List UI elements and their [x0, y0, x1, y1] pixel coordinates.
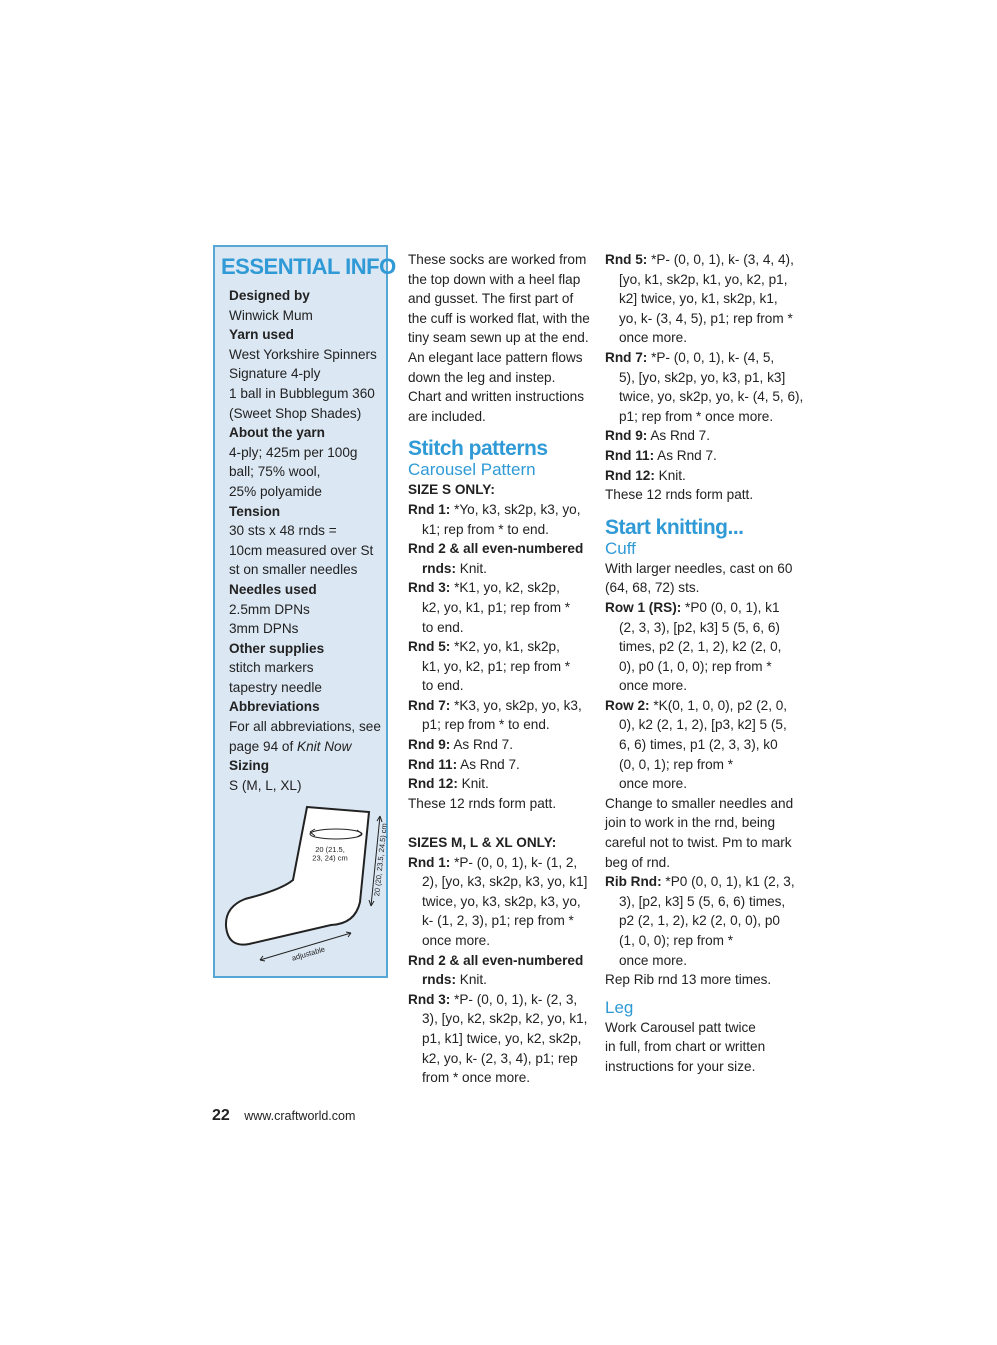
tension-label: Tension [229, 503, 281, 519]
pattern-line: p2 (2, 1, 2), k2 (2, 0, 0), p0 [619, 913, 780, 929]
pattern-line: once more. [619, 776, 688, 792]
abbreviations-page-ref: page 94 of [229, 738, 298, 754]
pattern-line: [yo, k1, sk2p, k1, yo, k2, p1, [619, 271, 788, 287]
pattern-line: (1, 0, 0); rep from * [619, 933, 734, 948]
carousel-pattern-heading: Carousel Pattern [408, 460, 536, 480]
round-text: Knit. [654, 467, 686, 483]
circumference-label-line: 20 (21.5, [315, 845, 345, 854]
leg-line: instructions for your size. [605, 1058, 756, 1074]
about-yarn-line: 25% polyamide [229, 483, 322, 499]
pattern-line [605, 466, 810, 486]
pattern-line: from * once more. [422, 1070, 531, 1086]
round-label: Rnd 2 & all even-numbered [408, 952, 584, 968]
pattern-line: k2, yo, k- (2, 3, 4), p1; rep [422, 1050, 578, 1066]
leg-line: in full, from chart or written [605, 1039, 766, 1055]
row-label: Row 2: [605, 697, 650, 713]
intro-line: Chart and written instructions [408, 389, 585, 405]
essential-info-body [229, 286, 389, 795]
yarn-used-label: Yarn used [229, 327, 294, 343]
essential-info-title: ESSENTIAL INFO [221, 254, 396, 279]
page-number: 22 [212, 1107, 230, 1124]
about-yarn-line: ball; 75% wool, [229, 464, 321, 480]
instruction-line: Change to smaller needles and [605, 795, 794, 811]
pattern-line [408, 774, 598, 794]
round-text: *K3, yo, sk2p, yo, k3, [450, 697, 582, 713]
pattern-line: p1; rep from * to end. [422, 717, 550, 733]
round-label: Rib Rnd: [605, 874, 662, 890]
other-supplies-line: stitch markers [229, 660, 314, 676]
intro-line: the top down with a heel flap [408, 271, 581, 287]
round-text: *K2, yo, k1, sk2p, [450, 639, 560, 655]
round-label: Rnd 12: [605, 467, 655, 483]
round-text: *P- (0, 0, 1), k- (1, 2, [450, 854, 578, 870]
round-text: Knit. [455, 972, 487, 988]
designed-by-label: Designed by [229, 288, 310, 303]
pattern-line: to end. [422, 678, 464, 694]
pattern-line [408, 853, 598, 873]
cuff-intro-line: With larger needles, cast on 60 [605, 560, 793, 576]
pattern-line: once more. [619, 952, 688, 968]
pattern-line: p1, k1] twice, yo, k2, sk2p, [422, 1030, 582, 1046]
instruction-line: careful not to twist. Pm to mark [605, 835, 792, 851]
pattern-line: 3), [yo, k2, sk2p, k2, yo, k1, [422, 1011, 588, 1027]
stitch-patterns-heading: Stitch patterns [408, 437, 548, 461]
needles-line: 3mm DPNs [229, 621, 299, 637]
tension-line: st on smaller needles [229, 562, 358, 578]
intro-line: An elegant lace pattern flows [408, 349, 583, 365]
round-text: Knit. [455, 560, 487, 576]
sizing-value: S (M, L, XL) [229, 777, 302, 793]
pattern-line: 0), p0 (1, 0, 0); rep from * [619, 658, 772, 674]
abbreviations-line [229, 737, 389, 757]
round-label: Rnd 11: [408, 756, 458, 772]
about-yarn-line: 4-ply; 425m per 100g [229, 444, 358, 460]
yarn-line: Signature 4-ply [229, 366, 321, 382]
round-text: As Rnd 7. [450, 737, 514, 753]
size-s-heading: SIZE S ONLY: [408, 482, 495, 498]
round-text: *Yo, k3, sk2p, k3, yo, [450, 501, 581, 517]
round-text: As Rnd 7. [647, 428, 711, 444]
column-1 [408, 250, 598, 1088]
round-label: Rnd 3: [408, 991, 451, 1007]
abbreviations-line: For all abbreviations, see [229, 719, 381, 735]
pattern-summary: These 12 rnds form patt. [408, 795, 557, 811]
instruction-line: beg of rnd. [605, 854, 670, 870]
tension-line: 30 sts x 48 rnds = [229, 523, 337, 539]
round-label: Rnd 7: [408, 697, 451, 713]
circumference-label-line: 23, 24) cm [312, 853, 348, 863]
other-supplies-label: Other supplies [229, 640, 325, 656]
round-label: Rnd 1: [408, 854, 451, 870]
pattern-line: 6, 6) times, p1 (2, 3, 3), k0 [619, 737, 778, 753]
needles-label: Needles used [229, 581, 317, 597]
row-text: *K(0, 1, 0, 0), p2 (2, 0, [649, 697, 788, 713]
pattern-line: to end. [422, 619, 464, 635]
page-footer [212, 1107, 355, 1125]
about-yarn-label: About the yarn [229, 425, 325, 441]
round-text: *P- (0, 0, 1), k- (3, 4, 4), [647, 252, 794, 267]
pattern-line: k2, yo, k1, p1; rep from * [422, 599, 571, 615]
intro-line: are included. [408, 408, 486, 424]
pattern-line [408, 990, 598, 1010]
sizes-mlxl-heading: SIZES M, L & XL ONLY: [408, 835, 557, 851]
pattern-line: times, p2 (2, 1, 2), k2 (2, 0, [619, 639, 782, 655]
pattern-line [408, 696, 598, 716]
sock-outline [226, 807, 369, 945]
pattern-line: p1; rep from * once more. [619, 408, 774, 424]
pattern-line: once more. [422, 933, 491, 948]
leg-length-label: 20 (20, 23.5, 24.5) cm [372, 822, 389, 897]
abbreviations-label: Abbreviations [229, 699, 320, 715]
pattern-line [408, 559, 598, 579]
pattern-line: (0, 0, 1); rep from * [619, 756, 734, 772]
pattern-line [605, 598, 810, 618]
pattern-line [605, 872, 810, 892]
tension-line: 10cm measured over St [229, 542, 374, 558]
website-url: www.craftworld.com [244, 1109, 356, 1123]
needles-line: 2.5mm DPNs [229, 601, 310, 617]
pattern-line: once more. [619, 678, 688, 694]
pattern-line: twice, yo, sk2p, yo, k- (4, 5, 6), [619, 389, 804, 405]
pattern-line: 3), [p2, k3] 5 (5, 6, 6) times, [619, 893, 786, 909]
round-text: *P- (0, 0, 1), k- (2, 3, [450, 991, 578, 1007]
start-knitting-heading: Start knitting... [605, 515, 744, 539]
intro-line: down the leg and instep. [408, 369, 556, 385]
pattern-summary: These 12 rnds form patt. [605, 487, 754, 503]
round-label: Rnd 5: [408, 639, 451, 655]
leg-heading: Leg [605, 997, 634, 1017]
round-text: *P0 (0, 0, 1), k1 (2, 3, [661, 874, 795, 890]
yarn-line: West Yorkshire Spinners [229, 346, 377, 362]
round-text: As Rnd 7. [457, 756, 520, 772]
round-label: Rnd 12: [408, 776, 458, 792]
pattern-line: k1; rep from * to end. [422, 521, 549, 537]
round-label: Rnd 11: [605, 447, 655, 463]
instruction-line: join to work in the rnd, being [605, 815, 776, 831]
cuff-heading: Cuff [605, 538, 636, 558]
round-label: Rnd 5: [605, 252, 648, 267]
row-label: Row 1 (RS): [605, 599, 682, 615]
intro-line: and gusset. The first part of [408, 291, 574, 307]
intro-line: the cuff is worked flat, with the [408, 310, 590, 326]
essential-info-box [213, 245, 396, 978]
pattern-line: k1, yo, k2, p1; rep from * [422, 658, 571, 674]
round-text: *K1, yo, k2, sk2p, [450, 580, 560, 596]
row-text: *P0 (0, 0, 1), k1 [681, 599, 780, 615]
other-supplies-line: tapestry needle [229, 679, 322, 695]
pattern-line [605, 426, 810, 446]
instruction-line: Rep Rib rnd 13 more times. [605, 972, 772, 988]
round-label: Rnd 9: [605, 428, 648, 444]
pattern-line [408, 578, 598, 598]
sock-diagram [221, 802, 389, 967]
round-label: Rnd 3: [408, 580, 451, 596]
pattern-line: k2] twice, yo, k1, sk2p, k1, [619, 291, 778, 307]
pattern-line: (2, 3, 3), [p2, k3] 5 (5, 6, 6) [619, 619, 780, 635]
pattern-line [408, 970, 598, 990]
round-label: Rnd 9: [408, 737, 451, 753]
round-label: rnds: [422, 972, 456, 988]
pattern-line [605, 446, 810, 466]
leg-line: Work Carousel patt twice [605, 1019, 756, 1035]
round-label: Rnd 1: [408, 501, 451, 517]
pattern-line [408, 755, 598, 775]
round-label: rnds: [422, 560, 456, 576]
round-label: Rnd 2 & all even-numbered [408, 541, 584, 557]
pattern-line [408, 500, 598, 520]
pattern-line: 0), k2 (2, 1, 2), [p3, k2] 5 (5, [619, 717, 787, 733]
circumference-label [312, 845, 347, 863]
intro-line: tiny seam sewn up at the end. [408, 330, 589, 346]
sizing-label: Sizing [229, 758, 270, 774]
yarn-line: (Sweet Shop Shades) [229, 405, 362, 421]
pattern-line: twice, yo, k3, sk2p, k3, yo, [422, 893, 581, 909]
foot-length-label: adjustable [290, 944, 326, 963]
pattern-line [605, 696, 810, 716]
pattern-line: 2), [yo, k3, sk2p, k3, yo, k1] [422, 874, 588, 890]
round-label: Rnd 7: [605, 349, 648, 365]
round-text: Knit. [457, 776, 489, 792]
designed-by-value: Winwick Mum [229, 307, 313, 323]
pattern-line [605, 348, 810, 368]
spacer [408, 813, 598, 833]
round-text: As Rnd 7. [654, 447, 717, 463]
pattern-line: 5), [yo, sk2p, yo, k3, p1, k3] [619, 369, 786, 385]
intro-line: These socks are worked from [408, 252, 587, 267]
pattern-line [408, 637, 598, 657]
round-text: *P- (0, 0, 1), k- (4, 5, [647, 349, 775, 365]
cuff-intro-line: (64, 68, 72) sts. [605, 580, 700, 596]
pattern-line [408, 735, 598, 755]
pattern-line: yo, k- (3, 4, 5), p1; rep from * [619, 310, 793, 326]
yarn-line: 1 ball in Bubblegum 360 [229, 385, 375, 401]
pattern-line: once more. [619, 330, 688, 346]
pattern-line: k- (1, 2, 3), p1; rep from * [422, 913, 574, 929]
pattern-line [605, 250, 810, 270]
magazine-name: Knit Now [297, 738, 352, 754]
column-2 [605, 250, 810, 1077]
